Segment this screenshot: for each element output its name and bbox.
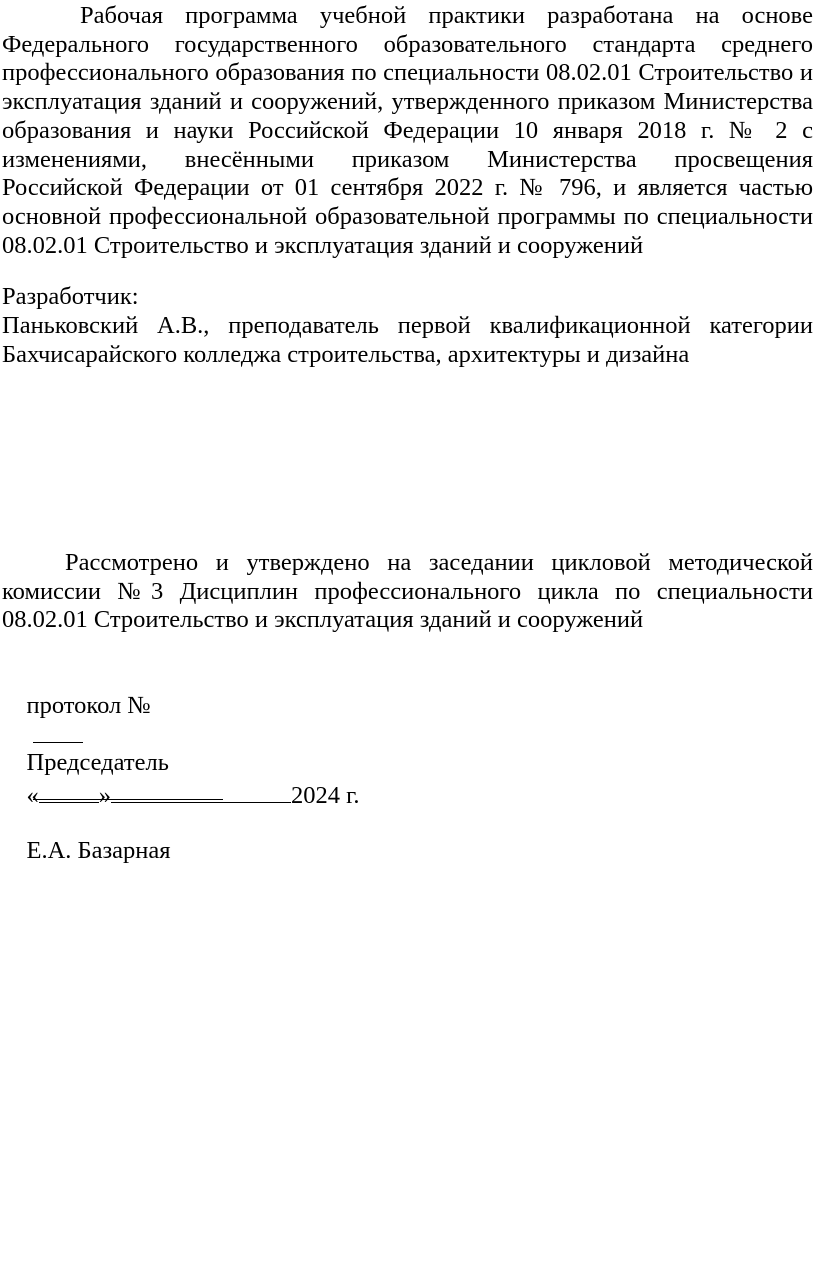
developer-text: Паньковский А.В., преподаватель первой квалификационной категории Бахчисарайского колледжа строительства, архитектуры и дизайна xyxy=(2,312,813,368)
protocol-close-quote: » xyxy=(98,781,111,809)
chairman-name: Е.А. Базарная xyxy=(26,836,171,864)
protocol-year: 2024 г. xyxy=(291,781,360,809)
signature-blank xyxy=(33,777,223,800)
protocol-label: протокол № xyxy=(26,691,151,719)
chairman-line xyxy=(2,720,223,894)
approval-paragraph: Рассмотрено и утверждено на заседании цикловой методической комиссии №3 Дисциплин профессионального цикла по специальности 08.02.01 Строительство и эксплуатация зданий и сооружений xyxy=(2,549,813,634)
intro-paragraph: Рабочая программа учебной практики разработана на основе Федерального государственного образовательного стандарта среднего профессионального образования по специальности 08.02.01 Строительство и эксплуатация зданий и сооружений, утвержденного приказом Министерства образования и науки Российской Федерации 10 января 2018 г. № 2 с изменениями, внесёнными приказом Министерства просвещения Российской Федерации от 01 сентября 2022 г. № 796, и является частью основной профессиональной образовательной программы по специальности 08.02.01 Строительство и эксплуатация зданий и сооружений xyxy=(2,2,813,259)
protocol-open-quote: « xyxy=(26,781,39,809)
developer-label: Разработчик: xyxy=(2,283,139,310)
chairman-label: Председатель xyxy=(26,748,169,776)
